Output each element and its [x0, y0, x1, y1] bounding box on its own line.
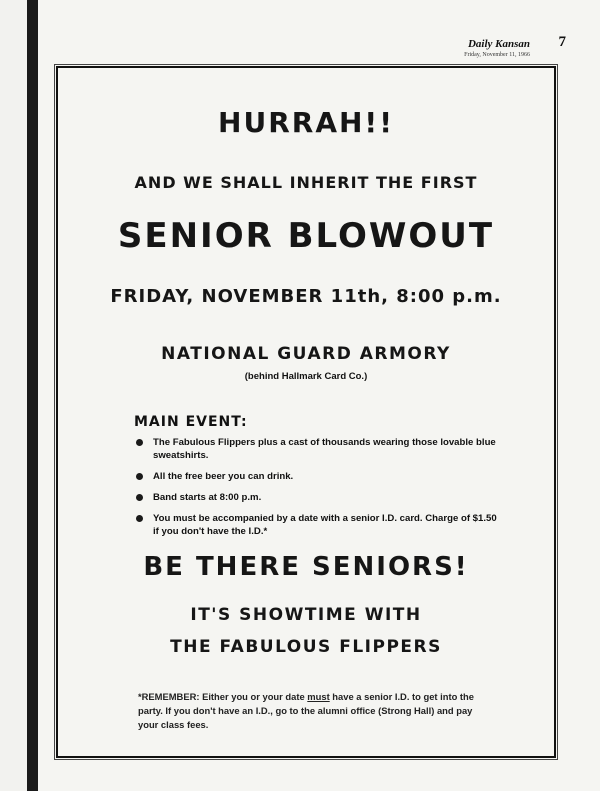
call-to-action: BE THERE SENIORS! [143, 552, 469, 582]
remember-rest: have a senior I.D. to get into the party. If you don't have an I.D., go to the alumni office (Strong Hall) and pay your class fees. [138, 691, 474, 730]
event-venue: NATIONAL GUARD ARMORY [161, 344, 451, 364]
list-item [134, 436, 500, 462]
remember-emphasis: must [307, 691, 330, 702]
ad-headline: HURRAH!! [218, 106, 394, 139]
list-item-text: You must be accompanied by a date with a senior I.D. card. Charge of $1.50 if you don't have the I.D.* [153, 513, 497, 537]
event-name: SENIOR BLOWOUT [117, 216, 495, 256]
list-item-text: Band starts at 8:00 p.m. [153, 492, 262, 503]
showtime-line-2: THE FABULOUS FLIPPERS [170, 637, 442, 657]
bullet-icon [136, 473, 143, 480]
list-item-text: The Fabulous Flippers plus a cast of thousands wearing those lovable blue sweatshirts. [153, 437, 496, 461]
remember-note [138, 690, 478, 732]
remember-lead: *REMEMBER: Either you or your date [138, 691, 308, 702]
showtime-line-1: IT'S SHOWTIME WITH [190, 605, 422, 625]
main-event-list [134, 436, 500, 546]
bullet-icon [136, 515, 143, 522]
newspaper-page [38, 0, 600, 791]
bullet-icon [136, 494, 143, 501]
facing-page-edge [0, 0, 27, 791]
main-event-heading: MAIN EVENT: [134, 414, 248, 430]
venue-note: (behind Hallmark Card Co.) [244, 371, 368, 382]
page-number: 7 [558, 34, 566, 50]
list-item [134, 470, 500, 483]
masthead-title: Daily Kansan [467, 38, 530, 50]
list-item-text: All the free beer you can drink. [153, 471, 294, 482]
ad-subhead: AND WE SHALL INHERIT THE FIRST [134, 173, 478, 192]
list-item [134, 512, 500, 538]
binding-gutter [27, 0, 38, 791]
event-datetime: FRIDAY, NOVEMBER 11th, 8:00 p.m. [110, 286, 502, 307]
masthead-date: Friday, November 11, 1966 [464, 52, 530, 58]
bullet-icon [136, 439, 143, 446]
advertisement-box [56, 66, 556, 758]
list-item [134, 491, 500, 504]
